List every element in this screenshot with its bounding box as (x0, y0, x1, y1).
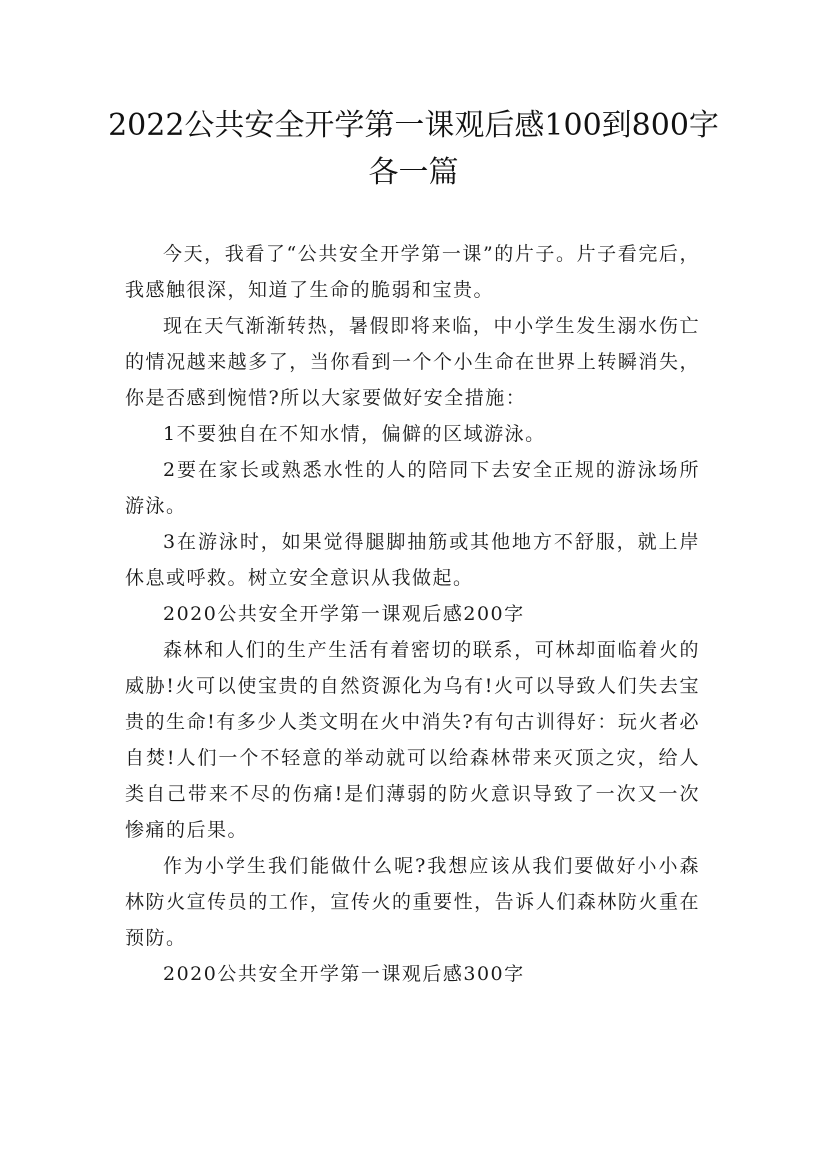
list-item-1: 1不要独自在不知水情，偏僻的区域游泳。 (163, 423, 546, 445)
paragraph-2: 现在天气渐渐转热，暑假即将来临，中小学生发生溺水伤亡的情况越来越多了，当你看到一个个小生命在世界上转瞬消失，你是否感到惋惜?所以大家要做好安全措施： (125, 315, 700, 409)
section-heading-300: 2020公共安全开学第一课观后感300字 (163, 963, 525, 985)
document-title: 2022公共安全开学第一课观后感100到800字各一篇 (108, 108, 719, 190)
paragraph-4: 作为小学生我们能做什么呢?我想应该从我们要做好小小森林防火宣传员的工作，宣传火的重要性，告诉人们森林防火重在预防。 (125, 855, 700, 949)
section-heading-200: 2020公共安全开学第一课观后感200字 (163, 603, 525, 625)
paragraph-3: 森林和人们的生产生活有着密切的联系，可林却面临着火的威胁!火可以使宝贵的自然资源化为乌有!火可以导致人们失去宝贵的生命!有多少人类文明在火中消失?有句古训得好：玩火者必自焚!人们一个不轻意的举动就可以给森林带来灭顶之灾，给人类自己带来不尽的伤痛!是们薄弱的防火意识导致了一次又一次惨痛的后果。 (125, 639, 700, 841)
list-item-2: 2要在家长或熟悉水性的人的陪同下去安全正规的游泳场所游泳。 (125, 459, 700, 517)
list-item-3: 3在游泳时，如果觉得腿脚抽筋或其他地方不舒服，就上岸休息或呼救。树立安全意识从我做起。 (125, 531, 700, 589)
document-body (125, 236, 700, 992)
paragraph-1: 今天，我看了“公共安全开学第一课”的片子。片子看完后，我感触很深，知道了生命的脆弱和宝贵。 (125, 243, 700, 301)
